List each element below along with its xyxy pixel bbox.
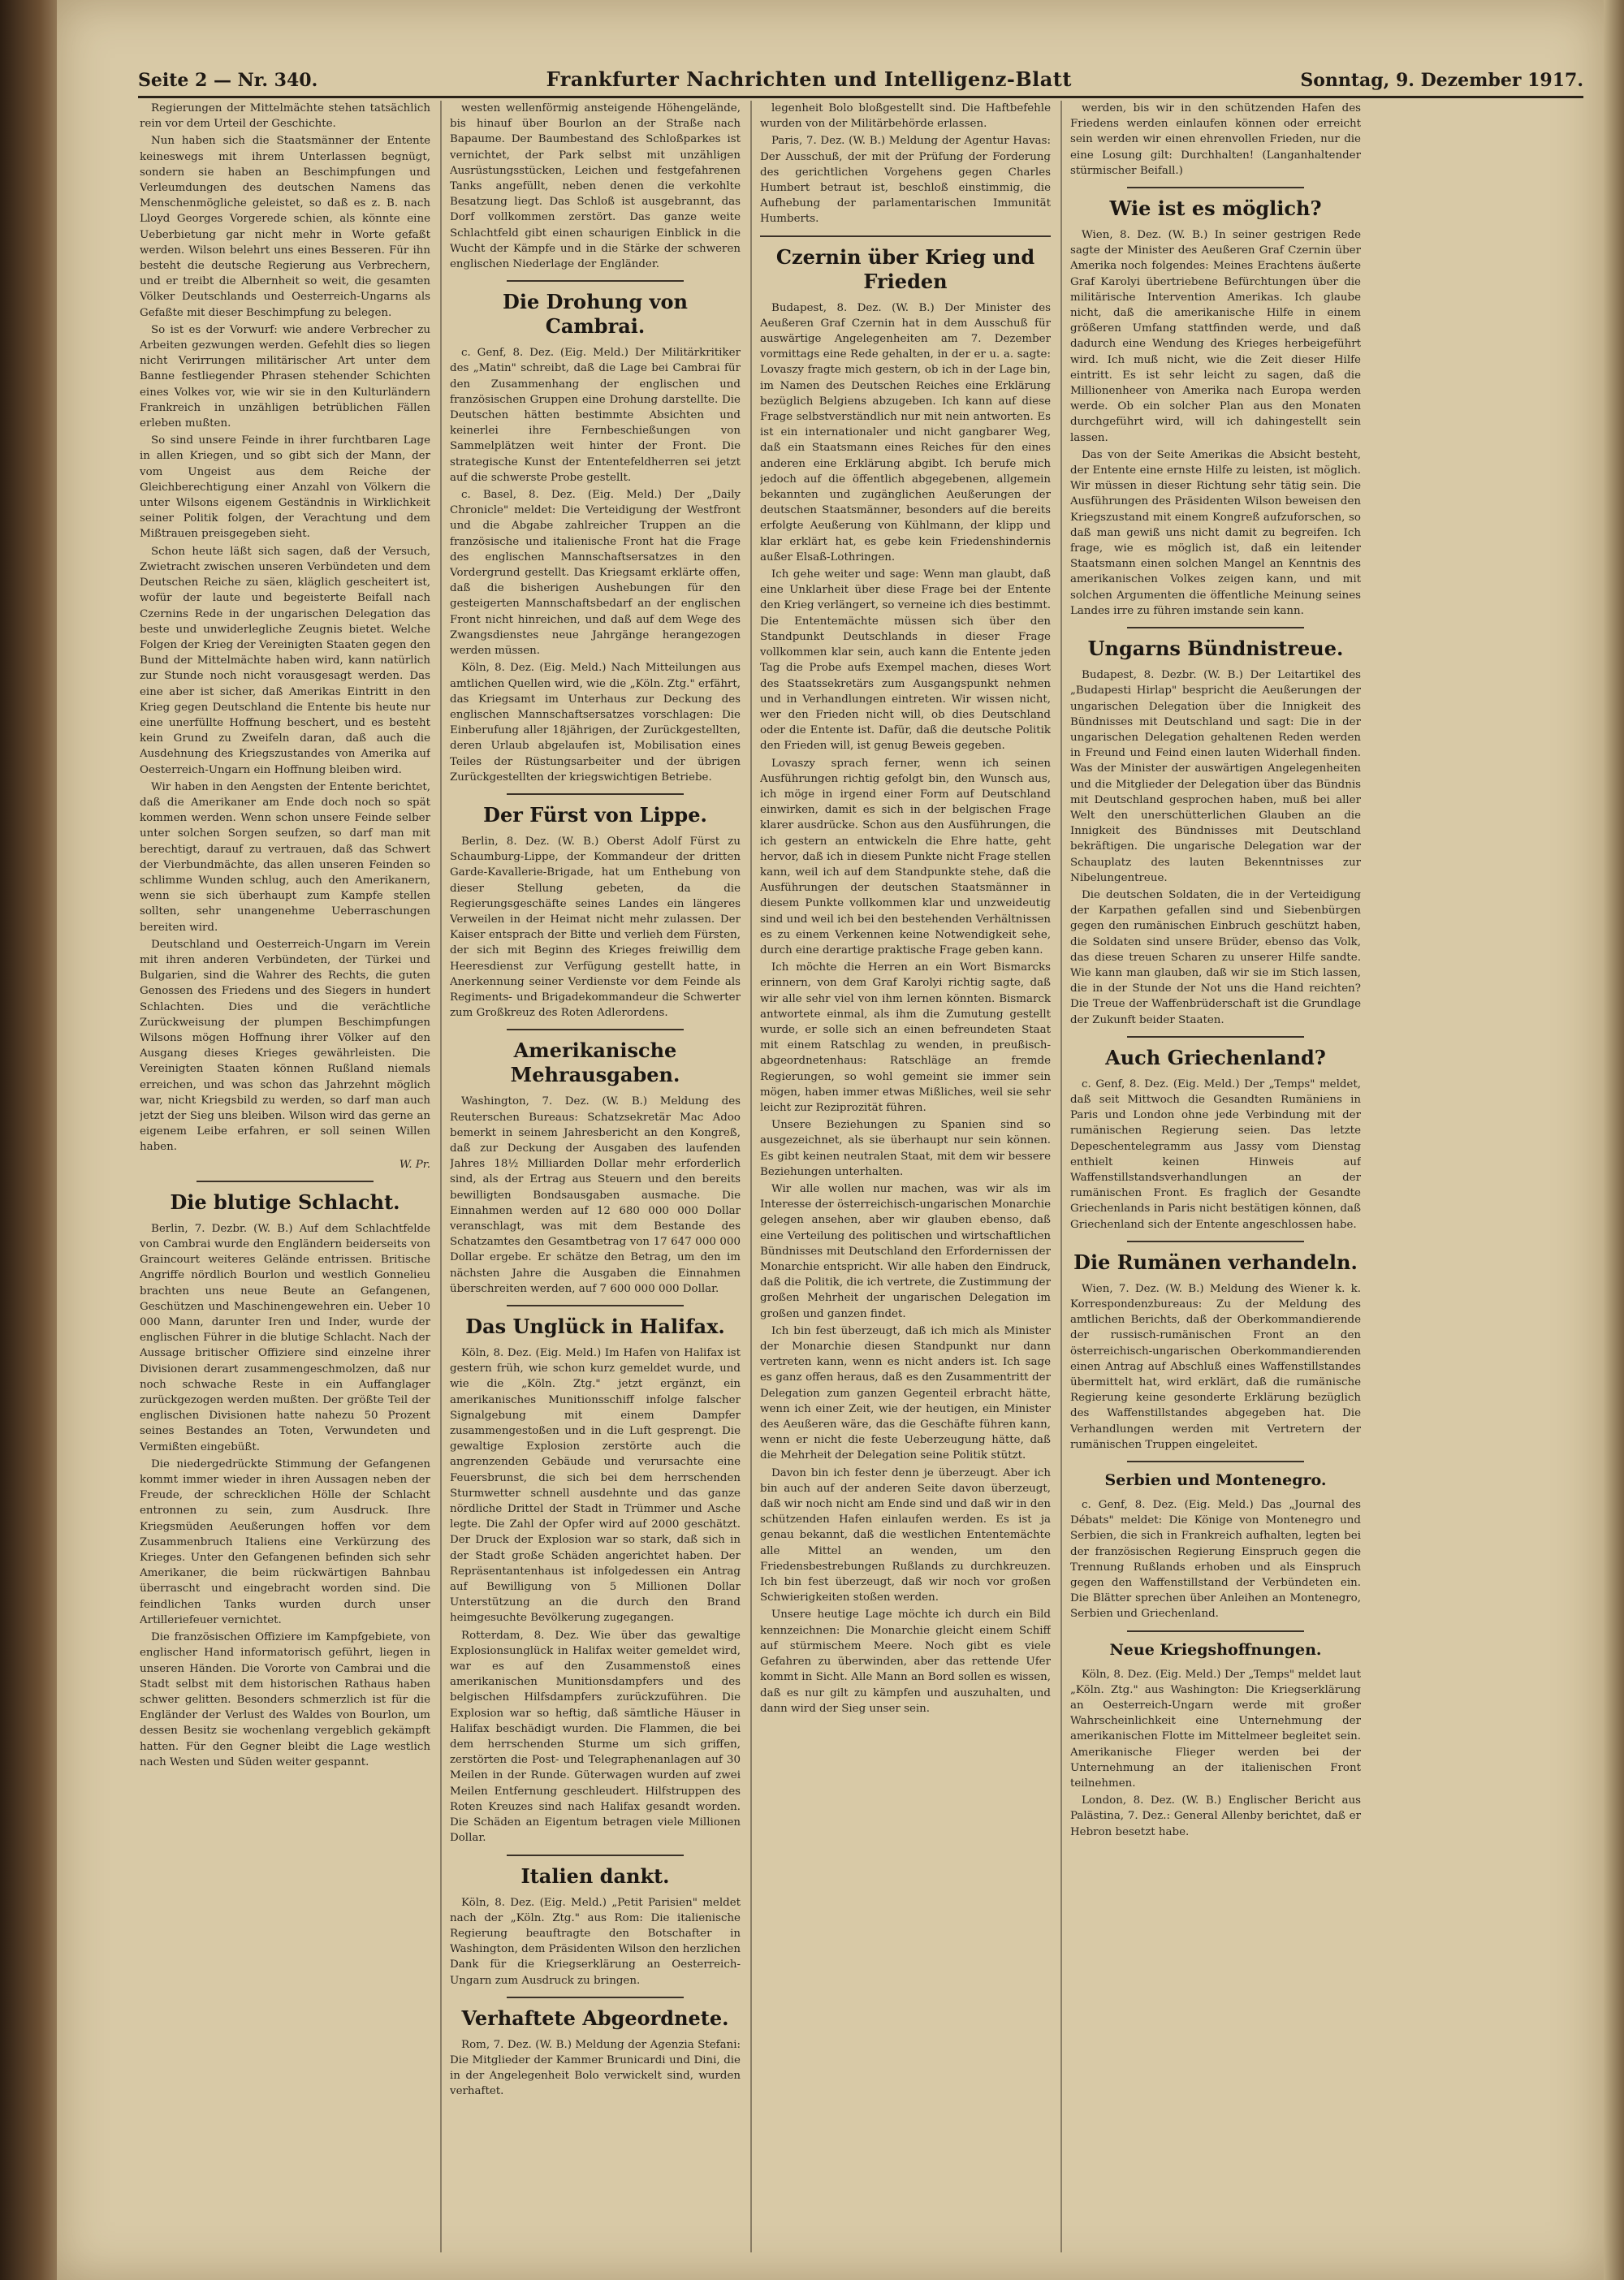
article-paragraph: Die niedergedrückte Stimmung der Gefangenen kommt immer wieder in ihren Aussagen neben der Freude, der schrecklichen Hölle der Schlacht entronnen zu sein, zum Ausdruck. Ihre Kriegsmüden Aeußerungen hoffen vor dem Zusammenbruch Italiens eine Verkürzung des Krieges. Unter den Gefangenen befinden sich sehr Amerikaner, die beim rückwärtigen Bahnbau überrascht und eingebracht worden sind. Die feindlichen Tanks wurden durch unser Artilleriefeuer vernichtet. (140, 1457, 430, 1626)
page-edge (1604, 0, 1624, 2280)
article-paragraph: Ich möchte die Herren an ein Wort Bismarcks erinnern, von dem Graf Karolyi richtig sagte, daß wir alle sehr viel von ihm lernen könnten. Bismarck antwortete einmal, als ihm die Zumutung gestellt wurde, er solle sich an einen befreundeten Staat mit einem Ratschlag zu wenden, in preußisch-abgeordnetenhaus: Ratschläge an fremde Regierungen, so wohl gemeint sie immer sein mögen, haben immer etwas Mißliches, weil sie sehr leicht zur Reziprozität führen. (760, 961, 1051, 1114)
article-paragraph: c. Genf, 8. Dez. (Eig. Meld.) Das „Journal des Débats" meldet: Die Könige von Montenegro und Serbien, die sich in Frankreich aufhalten, legten bei der französischen Regierung Einspruch gegen die Trennung Rußlands erhoben und als Einspruch gegen den Waffenstillstand der Verbündeten ein. Die Blätter sprechen über Anleihen an Montenegro, Serbien und Griechenland. (1070, 1499, 1361, 1621)
section-rule (507, 1855, 684, 1856)
article-paragraph: Rom, 7. Dez. (W. B.) Meldung der Agenzia Stefani: Die Mitglieder der Kammer Brunicardi und Dini, die in der Angelegenheit Bolo verwickelt sind, wurden verhaftet. (450, 2038, 741, 2098)
article-headline: Czernin über Krieg und Frieden (775, 244, 1035, 293)
article-paragraph: Berlin, 8. Dez. (W. B.) Oberst Adolf Fürst zu Schaumburg-Lippe, der Kommandeur der dritten Garde-Kavallerie-Brigade, hat um Enthebung von dieser Stellung gebeten, da die Regierungsgeschäfte seines Landes ein längeres Verweilen in der Heimat nicht mehr zulassen. Der Kaiser entsprach der Bitte und verlieh dem Fürsten, der sich mit Beginn des Krieges freiwillig dem Heeresdienst zur Verfügung gestellt hatte, in Anerkennung seiner Verdienste vor dem Feinde als Regiments- und Brigadekommandeur die Schwerter zum Großkreuz des Roten Adlerordens. (450, 835, 741, 1020)
section-rule (507, 793, 684, 795)
masthead (138, 63, 1583, 91)
article-paragraph: Budapest, 8. Dezbr. (W. B.) Der Leitartikel des „Budapesti Hirlap" bespricht die Aeußerungen der ungarischen Delegation über die Innigkeit des Bündnisses mit Deutschland und sagt: Die in der ungarischen Delegation gehaltenen Reden werden in Freund und Feind einen lauten Widerhall finden. Was der Minister der auswärtigen Angelegenheiten und die Mitglieder der Delegation über das Bündnis mit Deutschland gesprochen haben, muß bei aller Welt den unerschütterlichen Glauben an die Innigkeit des Bündnisses mit Deutschland bekräftigen. Die ungarische Delegation war der Schauplatz des lauten Bekenntnisses zur Nibelungentreue. (1070, 669, 1361, 884)
section-rule (1127, 627, 1304, 628)
article-headline: Auch Griechenland? (1105, 1045, 1326, 1069)
section-rule (507, 280, 684, 282)
column-separator (1060, 101, 1062, 2252)
article-paragraph: Lovaszy sprach ferner, wenn ich seinen Ausführungen richtig gefolgt bin, den Wunsch aus, ich möge in irgend einer Form auf Deutschland einwirken, damit es sich in der belgischen Frage klarer ausdrücke. Schon aus den Ausführungen, die ich gestern an entwickeln die Ehre hatte, geht hervor, daß ich in diesem Punkte nicht Frage stellen kann, weil ich auf dem Standpunkte stehe, daß die Ausführungen der deutschen Staatsmänner in diesem Punkte vollkommen klar und unzweideutig sind und weil ich bei den bestehenden Verhältnissen es zu einem Verkennen keine Notwendigkeit sehe, durch eine derartige praktische Frage geben kann. (760, 757, 1051, 956)
article-paragraph: westen wellenförmig ansteigende Höhengelände, bis hinauf über Bourlon an der Straße nach Bapaume. Der Baumbestand des Schloßparkes ist vernichtet, der Park selbst mit unzähligen Ausrüstungsstücken, Leichen und festgefahrenen Tanks angefüllt, neben denen die verkohlte Besatzung liegt. Das Schloß ist ausgebrannt, das Dorf vollkommen zerstört. Das ganze weite Schlachtfeld gibt einen schaurigen Einblick in die Wucht der Kämpfe und in die Stärke der schweren englischen Niederlage der Engländer. (450, 102, 741, 271)
section-rule (507, 1029, 684, 1030)
article-paragraph: Berlin, 7. Dezbr. (W. B.) Auf dem Schlachtfelde von Cambrai wurde den Engländern beiderseits von Graincourt weiteres Gelände entrissen. Britische Angriffe nördlich Bourlon und westlich Gonnelieu brachten uns neue Beute an Gefangenen, Geschützen und Maschinengewehren ein. Ueber 10 000 Mann, darunter Iren und Inder, wurde der englischen Führer in die blutige Schlacht. Nach der Aussage britischer Offiziere sind einzelne ihrer Divisionen derart zusammengeschmolzen, daß nur noch schwache Reste in ein Auffanglager zurückgezogen werden mußten. Der größte Teil der englischen Divisionen hatte nahezu 50 Prozent seines Bestandes an Toten, Verwundeten und Vermißten eingebüßt. (140, 1222, 430, 1453)
issue-date: Sonntag, 9. Dezember 1917. (1300, 70, 1583, 91)
article-headline: Verhaftete Abgeordnete. (461, 2006, 729, 2030)
section-rule (1127, 187, 1304, 188)
section-rule (1127, 1036, 1304, 1038)
article-paragraph: Köln, 8. Dez. (Eig. Meld.) Der „Temps" meldet laut „Köln. Ztg." aus Washington: Die Kriegserklärung an Oesterreich-Ungarn werde mit großer Wahrscheinlichkeit eine Unternehmung der amerikanischen Flotte im Mittelmeer begleitet sein. Amerikanische Flieger werden bei der Unternehmung an der italienischen Front teilnehmen. (1070, 1668, 1361, 1790)
column-4 (1070, 101, 1361, 2261)
article-paragraph: Deutschland und Oesterreich-Ungarn im Verein mit ihren anderen Verbündeten, der Türkei und Bulgarien, sind die Wahrer des Rechts, die guten Genossen des Friedens und des Siegers in hundert Schlachten. Dies und die verächtliche Zurückweisung der plumpen Beschimpfungen Wilsons mögen Hoffnung ihrer Völker auf den Ausgang dieses Krieges gewährleisten. Die Vereinigten Staaten können Rußland niemals erreichen, und was schon das Jahrzehnt möglich war, nicht Kriegsbild zu werden, so darf man auch jetzt der Sieg uns bleiben. Wilson wird das gerne an eigenem Leibe erfahren, er soll seinen Willen haben. (140, 938, 430, 1154)
article-paragraph: London, 8. Dez. (W. B.) Englischer Bericht aus Palästina, 7. Dez.: General Allenby berichtet, daß er Hebron besetzt habe. (1070, 1794, 1361, 1838)
article-paragraph: Budapest, 8. Dez. (W. B.) Der Minister des Aeußeren Graf Czernin hat in dem Ausschuß für auswärtige Angelegenheiten am 7. Dezember vormittags eine Rede gehalten, in der er u. a. sagte: Lovaszy fragte mich gestern, ob ich in der Lage bin, im Namen des Deutschen Reiches eine Erklärung bezüglich Belgiens abzugeben. Ich kann auf diese Frage selbstverständlich nur mit nein antworten. Es ist ein internationaler und nicht gangbarer Weg, daß ein Staatsmann eines Reiches für den eines anderen eine Erklärung abgibt. Ich berufe mich jedoch auf die öffentlich abgegebenen, allgemein bekannten und zugänglichen Aeußerungen der deutschen Staatsmänner, besonders auf die bereits erfolgte Aeußerung von Kühlmann, der klipp und klar erklärt hat, es gebe kein Friedenshindernis außer Elsaß-Lothringen. (760, 301, 1051, 564)
article-headline: Das Unglück in Halifax. (465, 1315, 725, 1338)
article-paragraph: werden, bis wir in den schützenden Hafen des Friedens werden einlaufen können oder erreicht sein werden wir einen ehrenvollen Frieden, nur die eine Losung gilt: Durchhalten! (Langanhaltender stürmischer Beifall.) (1070, 102, 1361, 177)
newspaper-title: Frankfurter Nachrichten und Intelligenz-Blatt (546, 67, 1072, 91)
article-paragraph: c. Genf, 8. Dez. (Eig. Meld.) Der Militärkritiker des „Matin" schreibt, daß die Lage bei Cambrai für den Zusammenhang der englischen und französischen Gruppen eine Drohung darstellte. Die Deutschen hätten bestimmte Absichten und keinerlei ihre Fernbeschießungen von Sammelplätzen weit hinter der Front. Die strategische Kunst der Ententefeldherren sei jetzt auf die schwerste Probe gestellt. (450, 347, 741, 484)
article-paragraph: legenheit Bolo bloßgestellt sind. Die Haftbefehle wurden von der Militärbehörde erlassen. (760, 102, 1051, 131)
article-paragraph: Wir alle wollen nur machen, was wir als im Interesse der österreichisch-ungarischen Monarchie gelegen ansehen, aber wir glauben ebenso, daß eine Verteilung des politischen und wirtschaftlichen Bündnisses mit Deutschland den Erfordernissen der Monarchie entspricht. Wir alle haben den Eindruck, daß die Politik, die ich vertrete, die Zustimmung der großen Mehrheit der ungarischen Delegation im großen und ganzen findet. (760, 1183, 1051, 1320)
article-paragraph: Paris, 7. Dez. (W. B.) Meldung der Agentur Havas: Der Ausschuß, der mit der Prüfung der Forderung des gerichtlichen Vorgehens gegen Charles Humbert betraut ist, beschloß einstimmig, die Aufhebung der parlamentarischen Immunität Humberts. (760, 135, 1051, 226)
article-paragraph: Unsere heutige Lage möchte ich durch ein Bild kennzeichnen: Die Monarchie gleicht einem Schiff auf stürmischem Meere. Noch gibt es viele Gefahren zu überwinden, aber das rettende Ufer kommt in Sicht. Alle Mann an Bord sollen es wissen, daß es nur gilt zu kämpfen und auszuhalten, und dann wird der Sieg unser sein. (760, 1609, 1051, 1715)
article-paragraph: Die deutschen Soldaten, die in der Verteidigung der Karpathen gefallen sind und Siebenbürgen gegen den rumänischen Einbruch geschützt haben, die Soldaten sind unsere Brüder, ebenso das Volk, das diese treuen Scharen zu unserer Hilfe sandte. Wie kann man glauben, daß wir sie im Stich lassen, die in der Stunde der Not uns die Hand reichten? Die Treue der Waffenbrüderschaft ist die Grundlage der Zukunft beider Staaten. (1070, 888, 1361, 1026)
article-paragraph: Köln, 8. Dez. (Eig. Meld.) Im Hafen von Halifax ist gestern früh, wie schon kurz gemeldet wurde, und wie die „Köln. Ztg." jetzt ergänzt, ein amerikanisches Munitionsschiff infolge falscher Signalgebung mit einem Dampfer zusammengestoßen und in die Luft gesprengt. Die gewaltige Explosion zerstörte auch die angrenzenden Gebäude und verursachte eine Feuersbrunst, die sich bei dem herrschenden Sturmwetter schnell ausdehnte und das ganze nördliche Drittel der Stadt in Trümmer und Asche legte. Die Zahl der Opfer wird auf 2000 geschätzt. Der Druck der Explosion war so stark, daß sich in der Stadt große Schäden angerichtet haben. Der Repräsentantenhaus ist infolgedessen ein Antrag auf Bewilligung von 5 Millionen Dollar Unterstützung an die durch den Brand heimgesuchte Bevölkerung zugegangen. (450, 1347, 741, 1625)
section-rule (197, 1181, 374, 1182)
article-headline: Italien dankt. (520, 1863, 670, 1888)
article-paragraph: Ich bin fest überzeugt, daß ich mich als Minister der Monarchie diesen Standpunkt nur dann vertreten kann, wenn es nicht anders ist. Ich sage es ganz offen heraus, daß es den Zusammentritt der Delegation zum ganzen Gegenteil erbracht hätte, wenn ich einer Zeit, wie der heutigen, ein Minister des Aeußeren wäre, das die Geschäfte führen kann, wenn er nicht die feste Ueberzeugung hätte, daß die Mehrheit der Delegation seine Politik stützt. (760, 1324, 1051, 1462)
section-rule (1127, 1630, 1304, 1632)
article-paragraph: Davon bin ich fester denn je überzeugt. Aber ich bin auch auf der anderen Seite davon überzeugt, daß wir noch nicht am Ende sind und daß wir in den schützenden Hafen einlaufen werden. Es ist ja genau bekannt, daß die westlichen Ententemächte alle Mittel an wenden, um den Friedensbestrebungen Rußlands zu durchkreuzen. Ich bin fest überzeugt, daß wir noch vor großen Schwierigkeiten stoßen werden. (760, 1466, 1051, 1604)
article-paragraph: Die französischen Offiziere im Kampfgebiete, von englischer Hand informatorisch geführt, liegen in unseren Händen. Die Vororte von Cambrai und die Stadt selbst mit dem historischen Rathaus haben schwer gelitten. Besonders schmerzlich ist für die Engländer der Verlust des Waldes von Bourlon, um dessen Besitz sie wochenlang vergeblich gekämpft hatten. Für den Gegner bleibt die Lage westlich nach Westen und Süden weiter gespannt. (140, 1631, 430, 1768)
article-headline: Ungarns Bündnistreue. (1087, 637, 1344, 661)
article-headline: Die Rumänen verhandeln. (1073, 1250, 1358, 1274)
page-number: Seite 2 — Nr. 340. (138, 70, 318, 91)
article-paragraph: Regierungen der Mittelmächte stehen tatsächlich rein vor dem Urteil der Geschichte. (140, 102, 430, 131)
article-paragraph: Nun haben sich die Staatsmänner der Entente keineswegs mit ihrem Unterlassen begnügt, sondern sie haben an Beschimpfungen und Verleumdungen des deutschen Namens das Menschenmögliche geleistet, so daß es z. B. nach Lloyd Georges Vorgerede schien, als könnte eine Ueberbietung gar nicht mehr in Worte gefaßt werden. Wilson belehrt uns eines Besseren. Für ihn besteht die deutsche Regierung aus Verbrechern, und er treibt die Albernheit so weit, die gesamten Völker Deutschlands und Oesterreich-Ungarns als Gefaßte mit dieser Beschimpfung zu belegen. (140, 135, 430, 319)
section-rule (760, 235, 1051, 237)
article-paragraph: Wir haben in den Aengsten der Entente berichtet, daß die Amerikaner am Ende doch noch so spät kommen werden. Wenn schon unsere Feinde selber unter solchen Sorgen seufzen, so darf man mit berechtigt, darauf zu vertrauen, daß das Schwert der Vierbundmächte, das allen unseren Feinden so schlimme Wunden schlug, auch den Amerikanern, wenn sie sich überhaupt zum Kampfe stellen sollten, sehr unangenehme Ueberraschungen bereiten wird. (140, 780, 430, 934)
article-headline: Serbien und Montenegro. (1104, 1471, 1327, 1490)
article-paragraph: Unsere Beziehungen zu Spanien sind so ausgezeichnet, als sie überhaupt nur sein können. Es gibt keinen neutralen Staat, mit dem wir bessere Beziehungen unterhalten. (760, 1119, 1051, 1178)
article-paragraph: c. Basel, 8. Dez. (Eig. Meld.) Der „Daily Chronicle" meldet: Die Verteidigung der Westfront und die Abgabe zahlreicher Truppen an die französische und italienische Front hat die Frage des englischen Mannschaftsersatzes in den Vordergrund gestellt. Das Kriegsamt erklärte offen, daß die bisherigen Aushebungen für den gesteigerten Mannschaftsbedarf an der englischen Front nicht hinreichen, und daß auf dem Wege des Zwangsdienstes neue Jahrgänge herangezogen werden müssen. (450, 489, 741, 658)
article-paragraph: Schon heute läßt sich sagen, daß der Versuch, Zwietracht zwischen unseren Verbündeten und dem Deutschen Reiche zu säen, kläglich gescheitert ist, wofür der laute und begeisterte Beifall nach Czernins Rede in der ungarischen Delegation das beste und unwiderlegliche Zeugnis bietet. Welche Folgen der Krieg der Vereinigten Staaten gegen den Bund der Mittelmächte haben wird, kann natürlich zur Stunde noch nicht vorausgesagt werden. Das eine aber ist sicher, daß Amerikas Eintritt in den Krieg gegen Deutschland die Entente bis heute nur eine unerfüllte Hoffnung beschert, und es besteht kein Grund zu Zweifeln daran, daß auch die Ausdehnung des Kriegszustandes von Amerika auf Oesterreich-Ungarn ein Hoffnung bleiben wird. (140, 545, 430, 776)
article-paragraph: Köln, 8. Dez. (Eig. Meld.) Nach Mitteilungen aus amtlichen Quellen wird, wie die „Köln. Ztg." erfährt, das Kriegsamt im Unterhaus zur Deckung des englischen Mannschaftsersatzes vorschlagen: Die Einberufung aller 18jährigen, der Zurückgestellten, deren Urlaub abgelaufen ist, Mobilisation eines Teiles der Rüstungsarbeiter und der übrigen Zurückgestellten der kriegswichtigen Betriebe. (450, 662, 741, 784)
article-headline: Die Drohung von Cambrai. (503, 290, 688, 339)
article-paragraph: Rotterdam, 8. Dez. Wie über das gewaltige Explosionsunglück in Halifax weiter gemeldet wird, war es auf den Zusammenstoß eines amerikanischen Munitionsdampfers und des belgischen Hilfsdampfers zurückzuführen. Die Explosion war so heftig, daß sämtliche Häuser in Halifax beschädigt wurden. Die Flammen, die bei dem herrschenden Sturme um sich griffen, zerstörten die Post- und Telegraphenanlagen auf 30 Meilen in der Runde. Güterwagen wurden auf zwei Meilen Entfernung geschleudert. Hilfstruppen des Roten Kreuzes sind nach Halifax gesandt worden. Die Schäden an Eigentum betragen viele Millionen Dollar. (450, 1629, 741, 1845)
masthead-rule (138, 96, 1583, 98)
column-separator (750, 101, 752, 2252)
author-signature: W. Pr. (399, 1158, 430, 1171)
article-headline: Amerikanische Mehrausgaben. (510, 1039, 680, 1087)
article-headline: Der Fürst von Lippe. (483, 802, 707, 827)
article-paragraph: So ist es der Vorwurf: wie andere Verbrecher zu Arbeiten gezwungen werden. Gefehlt dies so liegen nicht Verirrungen militärischer Art unter dem Banne festliegender Phrasen stehender Schichten eines Volkes vor, wie wir sie in den Kulturländern Frankreich in unzähligen betrüblichen Fällen erleben mußten. (140, 323, 430, 430)
article-paragraph: Wien, 7. Dez. (W. B.) Meldung des Wiener k. k. Korrespondenzbureaus: Zu der Meldung des amtlichen Berichts, daß der Oberkommandierende der russisch-rumänischen Front an den österreichisch-ungarischen Oberkommandierenden einen Antrag auf Abschluß eines Waffenstillstandes übermittelt hat, wird erklärt, daß die rumänische Regierung keine gesonderte Erklärung bezüglich des Waffenstillstandes abgegeben hat. Die Verhandlungen werden mit Vertretern der rumänischen Truppen eingeleitet. (1070, 1282, 1361, 1451)
article-paragraph: Washington, 7. Dez. (W. B.) Meldung des Reuterschen Bureaus: Schatzsekretär Mac Adoo bemerkt in seinem Jahresbericht an den Kongreß, daß zur Deckung der Ausgaben des laufenden Jahres 18½ Milliarden Dollar mehr erforderlich sind, als der Ertrag aus Steuern und den bereits bewilligten Bondsausgaben ausmache. Die Einnahmen werden auf 12 680 000 000 Dollar veranschlagt, was mit dem Bestande des Schatzamtes den Gesamtbetrag von 17 647 000 000 Dollar ergebe. Er schätze den Betrag, um den im nächsten Jahre die Ausgaben die Einnahmen überschreiten werden, auf 7 600 000 000 Dollar. (450, 1095, 741, 1295)
column-3 (760, 101, 1051, 2261)
article-paragraph: Das von der Seite Amerikas die Absicht besteht, der Entente eine ernste Hilfe zu leisten, ist möglich. Wir müssen in dieser Richtung sehr tätig sein. Die Ausführungen des Präsidenten Wilson beweisen den Kriegszustand mit einem Kongreß aufzuforschen, so daß man gewiß uns nicht damit zu begreifen. Ich frage, wie es möglich ist, daß ein leitender Staatsmann einen solchen Mangel an Kenntnis des amerikanischen Volkes zeigen kann, und mit solchen Argumenten die öffentliche Meinung seines Landes irre zu führen imstande sein kann. (1070, 448, 1361, 617)
section-rule (507, 1305, 684, 1306)
article-headline: Neue Kriegshoffnungen. (1109, 1640, 1322, 1659)
section-rule (1127, 1241, 1304, 1242)
column-1 (140, 101, 430, 2261)
section-rule (1127, 1461, 1304, 1462)
article-headline: Die blutige Schlacht. (170, 1190, 400, 1214)
article-paragraph: Ich gehe weiter und sage: Wenn man glaubt, daß eine Unklarheit über diese Frage bei der Entente den Krieg verlängert, so verneine ich dies bestimmt. Die Ententemächte müssen sich über den Standpunkt Deutschlands in dieser Frage vollkommen klar sein, auch kann die Entente jeden Tag die Probe aufs Exempel machen, dieses Wort des Staatssekretärs zum Ausgangspunkt nehmen und in Verhandlungen eintreten. Wir wissen nicht, wer den Frieden nicht will, ob dies Deutschland oder die Entente ist. Dafür, daß die deutsche Politik den Frieden will, ist genug Beweis gegeben. (760, 568, 1051, 753)
article-paragraph: c. Genf, 8. Dez. (Eig. Meld.) Der „Temps" meldet, daß seit Mittwoch die Gesandten Rumäniens in Paris und London ohne jede Verbindung mit der rumänischen Regierung seien. Das letzte Depeschentelegramm aus Jassy vom Dienstag enthielt keinen Hinweis auf Waffenstillstandsverhandlungen an der rumänischen Front. Es fraglich der Gesandte Griechenlands in Paris nicht bestätigen können, daß Griechenland sich der Entente angeschlossen habe. (1070, 1077, 1361, 1231)
article-headline: Wie ist es möglich? (1109, 196, 1322, 221)
article-paragraph: Wien, 8. Dez. (W. B.) In seiner gestrigen Rede sagte der Minister des Aeußeren Graf Czernin über Amerika noch folgendes: Meines Erachtens äußerte Graf Karolyi übertriebene Befürchtungen über die militärische Intervention Amerikas. Ich glaube nicht, daß die amerikanische Hilfe in einem größeren Umfang stattfinden werde, und daß dadurch eine Wendung des Krieges herbeigeführt wird. Ich muß nicht, wie die Zeit dieser Hilfe eintritt. Es ist sehr leicht zu sagen, daß die Millionenheer von Amerika nach Europa werden werde. Ob ein solcher Plan aus den Monaten durchgeführt wird, will ich dahingestellt sein lassen. (1070, 229, 1361, 444)
column-separator (440, 101, 442, 2252)
article-paragraph: Köln, 8. Dez. (Eig. Meld.) „Petit Parisien" meldet nach der „Köln. Ztg." aus Rom: Die italienische Regierung beauftragte den Botschafter in Washington, dem Präsidenten Wilson den herzlichen Dank für die Kriegserklärung an Oesterreich-Ungarn zum Ausdruck zu bringen. (450, 1896, 741, 1987)
article-paragraph: So sind unsere Feinde in ihrer furchtbaren Lage in allen Kriegen, und so gibt sich der Mann, der vom Ungeist aus dem Reiche der Gleichberechtigung einer Anzahl von Völkern die unter Wilsons eigenem Geständnis in Wirklichkeit seiner Politik folgen, der Verachtung und dem Mißtrauen preisgegeben sieht. (140, 434, 430, 541)
section-rule (507, 1997, 684, 1998)
column-2 (450, 101, 741, 2261)
